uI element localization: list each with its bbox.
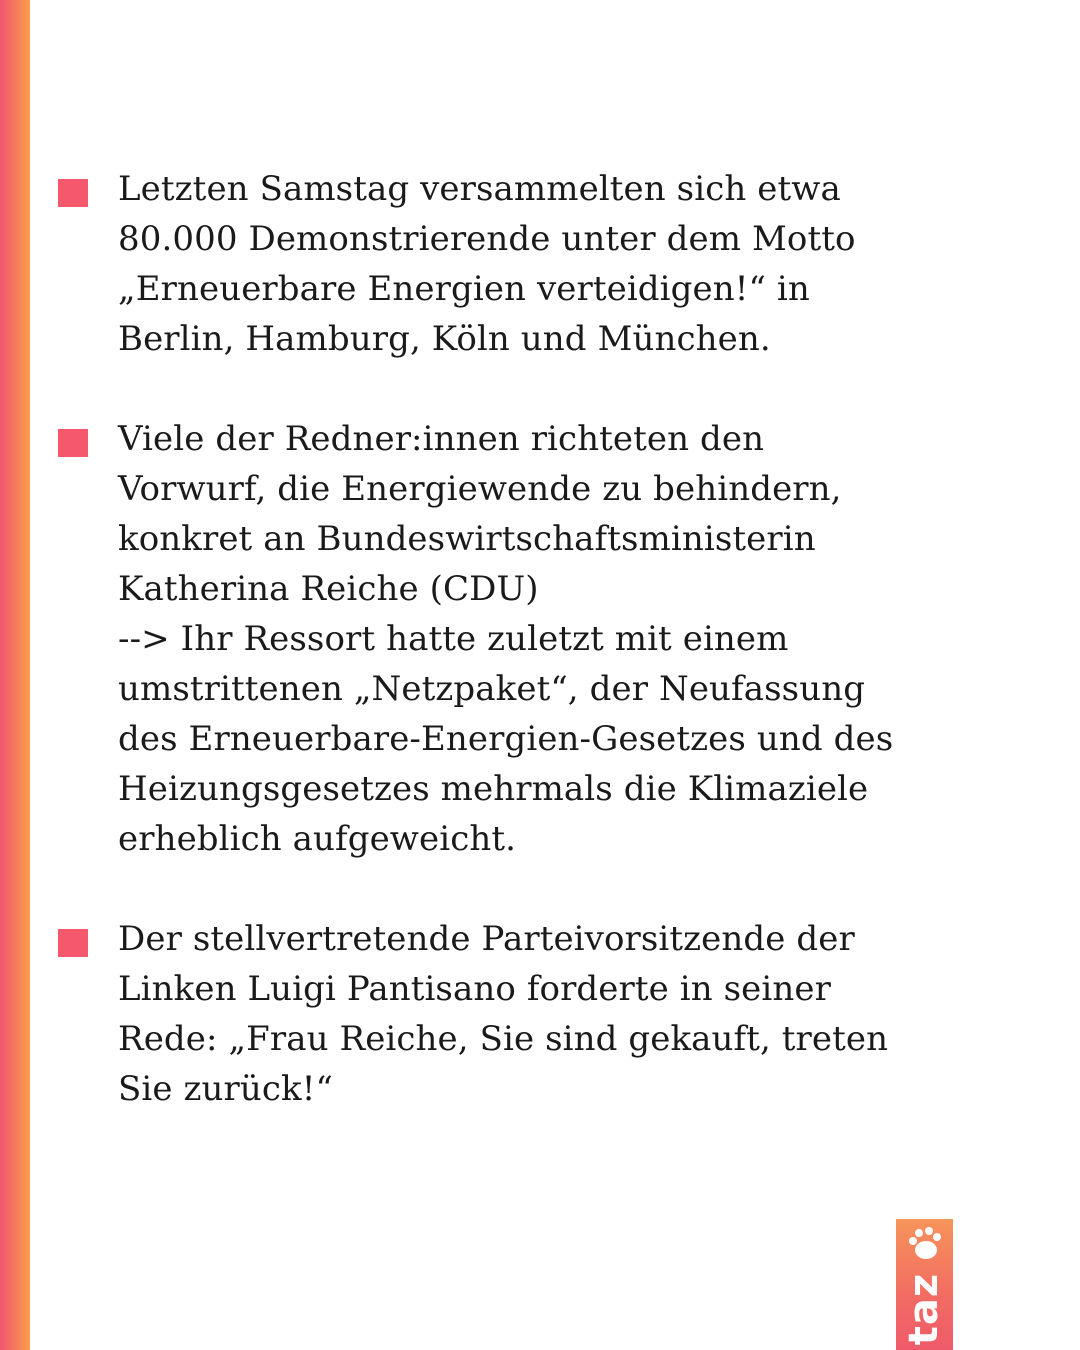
bullet-square-icon	[58, 929, 88, 957]
list-item	[58, 164, 958, 364]
bullet-text: Letzten Samstag versammelten sich etwa 80.000 Demonstrierende unter dem Motto „Erneuerbare Energien verteidigen!“ in Berlin, Hamburg, Köln und München.	[118, 169, 856, 359]
bullet-text: Der stellvertretende Parteivorsitzende der Linken Luigi Pantisano forderte in seiner Rede: „Frau Reiche, Sie sind gekauft, treten Sie zurück!“	[118, 919, 889, 1109]
logo-wordmark: taz	[901, 1272, 947, 1346]
taz-logo	[896, 1219, 953, 1350]
list-item	[58, 414, 958, 864]
bullet-square-icon	[58, 179, 88, 207]
bullet-list	[58, 164, 958, 1164]
bullet-square-icon	[58, 429, 88, 457]
side-accent-stripe	[0, 0, 30, 1350]
paw-icon	[904, 1225, 944, 1265]
bullet-text: Viele der Redner:innen richteten den Vorwurf, die Energiewende zu behindern, konkret an Bundeswirtschaftsministerin Katherina Reiche (CDU) --> Ihr Ressort hatte zuletzt mit einem umstrittenen „Netzpaket“, der Neufassung des Erneuerbare-Energien-Gesetzes und des Heizungsgesetzes mehrmals die Klimaziele erheblich aufgeweicht.	[118, 419, 894, 859]
list-item	[58, 914, 958, 1114]
